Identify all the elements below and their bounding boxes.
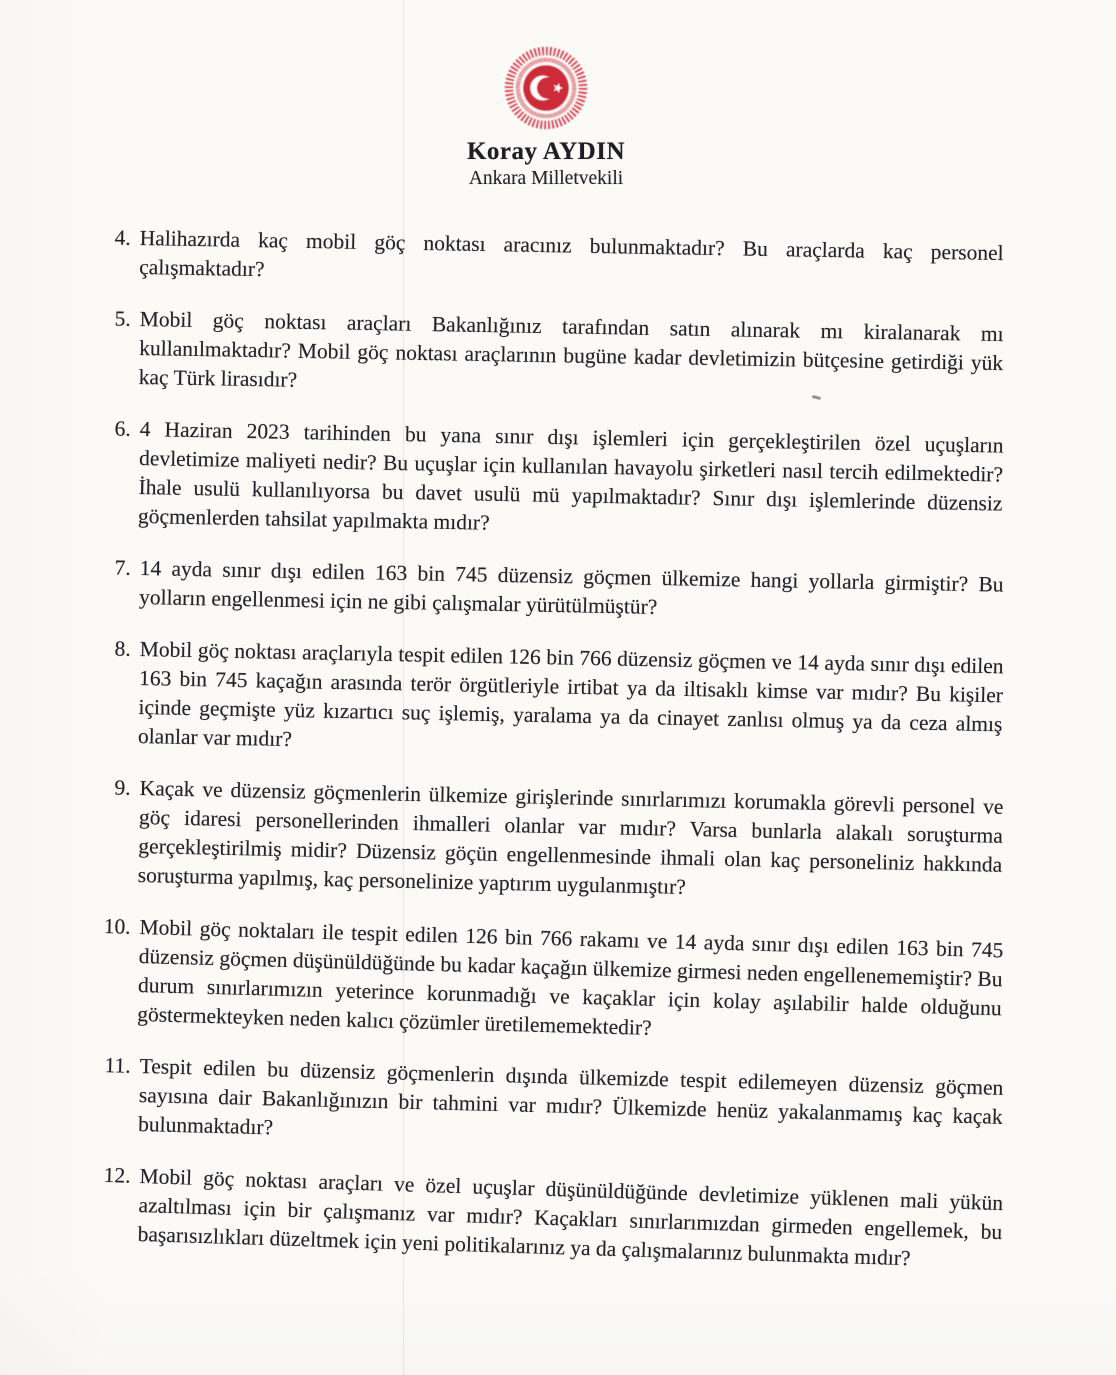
member-title: Ankara Milletvekili: [468, 168, 624, 189]
question-number: 12.: [103, 1162, 131, 1188]
question-item: [114, 635, 1004, 768]
question-item: [114, 224, 1004, 297]
member-name: Koray AYDIN: [466, 138, 626, 165]
question-text: Mobil göç noktası araçları Bakanlığınız tarafından satın alınarak mı kiralanarak mı kullanılmaktadır? Mobil göç noktası araçlarının bugüne kadar devletimizin bütçesine getirdiği yük kaç Türk lirasıdır?: [138, 306, 1004, 392]
question-item: [114, 774, 1004, 909]
question-text: Mobil göç noktaları ile tespit edilen 126 bin 766 rakamı ve 14 ayda sınır dışı edilen 163 bin 745 düzensiz göçmen düşünüldüğünde bu kadar kaçağın ülkemize girmesi neden engellenememiştir? Bu durum sınırlarımızın yeterince korunmadığı ve kaçaklar için kolay aşılabilir halde olduğunu göstermekteyken neden kalıcı çözümler üretilememektedir?: [136, 914, 1004, 1040]
document-header: [0, 0, 1104, 190]
question-number: 7.: [114, 555, 131, 580]
question-item: [103, 1162, 1004, 1276]
question-number: 11.: [104, 1053, 131, 1078]
question-number: 4.: [114, 225, 131, 250]
question-item: [114, 554, 1004, 629]
question-text: Mobil göç noktası araçlarıyla tespit edilen 126 bin 766 düzensiz göçmen ve 14 ayda sınır dışı edilen 163 bin 745 kaçağın arasında terör örgütleriyle irtibat ya da iltisaklı kimse var mıdır? Bu kişiler içinde geçmişte yüz kızartıcı suç işlemiş, yaralama ya da cinayet zanlısı olmuş ya da ceza almış olanlar var mıdır?: [137, 636, 1004, 752]
question-text: 14 ayda sınır dışı edilen 163 bin 745 düzensiz göçmen ülkemize hangi yollarla girmiştir? Bu yolların engellenmesi için ne gibi çalışmalar yürütülmüştür?: [138, 555, 1004, 619]
question-item: [104, 1052, 1004, 1161]
question-item: [114, 305, 1004, 407]
question-text: 4 Haziran 2023 tarihinden bu yana sınır dışı işlemleri için gerçekleştirilen özel uçuşların devletimize maliyeti nedir? Bu uçuşlar için kullanılan havayolu şirketleri nasıl tercih edilmektedir? İhale usulü kullanılıyorsa bu davet usulü mü yapılmaktadır? Sınır dışı işlemlerinde düzensiz göçmenlerden tahsilat yapılmakta mıdır?: [137, 416, 1004, 535]
question-text: Mobil göç noktası araçları ve özel uçuşlar düşünüldüğünde devletimize yüklenen mali yükün azaltılması için bir çalışmanız var mıdır? Kaçakları sınırlarımızdan girmeden engellemek, bu başarısızlıkları düzeltmek için yeni politikalarınız ya da çalışmalarınız bulunmakta mıdır?: [137, 1163, 1004, 1271]
question-text: Tespit edilen bu düzensiz göçmenlerin dışında ülkemizde tespit edilemeyen düzensiz göçmen sayısına dair Bakanlığınızın bir tahmini var mıdır? Ülkemizde henüz yakalanmamış kaç kaçak bulunmaktadır?: [137, 1053, 1004, 1140]
question-number: 6.: [114, 416, 131, 441]
tbmm-seal-icon: [504, 46, 588, 130]
question-number: 9.: [114, 775, 131, 800]
questions-list: [103, 224, 1004, 1271]
question-text: Halihazırda kaç mobil göç noktası aracınız bulunmaktadır? Bu araçlarda kaç personel çalışmaktadır?: [139, 225, 1004, 282]
question-number: 5.: [114, 306, 131, 331]
question-number: 8.: [114, 636, 131, 661]
question-item: [114, 415, 1004, 548]
question-item: [103, 913, 1004, 1052]
question-number: 10.: [103, 914, 131, 939]
question-text: Kaçak ve düzensiz göçmenlerin ülkemize girişlerinde sınırlarımızı korumakla görevli personel ve göç idaresi personellerinden ihmalleri olanlar var mıdır? Varsa bunlarla alakalı soruşturma gerçekleştirilmiş midir? Düzensiz göçün engellenmesinde ihmali olan kaç personeliniz hakkında soruşturma yapılmış, kaç personelinize yaptırım uygulanmıştır?: [137, 775, 1004, 899]
